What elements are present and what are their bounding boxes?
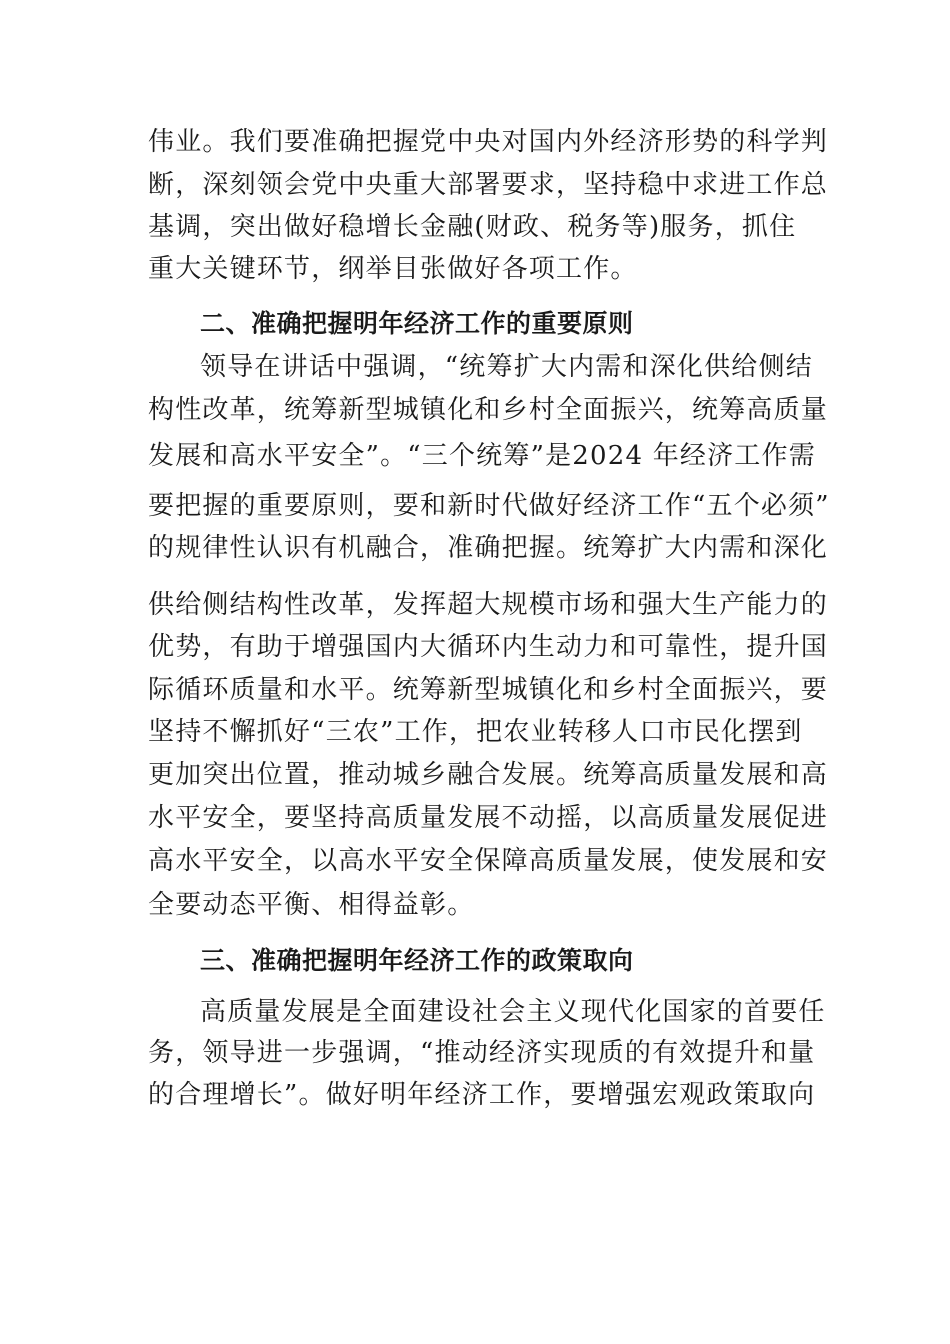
paragraph-1-line-1: 伟业。我们要准确把握党中央对国内外经济形势的科学判 [148, 127, 829, 157]
paragraph-2-line-8: 际循环质量和水平。统筹新型城镇化和乡村全面振兴，要 [148, 675, 829, 705]
paragraph-1-line-2: 断，深刻领会党中央重大部署要求，坚持稳中求进工作总 [148, 170, 829, 200]
paragraph-2-line-4: 要把握的重要原则，要和新时代做好经济工作“五个必须” [148, 491, 830, 521]
paragraph-2-line-2: 构性改革，统筹新型城镇化和乡村全面振兴，统筹高质量 [148, 395, 829, 425]
paragraph-2-line-5: 的规律性认识有机融合，准确把握。统筹扩大内需和深化 [148, 533, 829, 563]
paragraph-1-line-3: 基调，突出做好稳增长金融(财政、税务等)服务，抓住 [148, 212, 797, 242]
paragraph-2-line-7: 优势，有助于增强国内大循环内生动力和可靠性，提升国 [148, 632, 829, 662]
section-heading-3: 三、准确把握明年经济工作的政策取向 [200, 946, 634, 975]
paragraph-2-line-11: 水平安全，要坚持高质量发展不动摇，以高质量发展促进 [148, 803, 829, 833]
section-heading-2: 二、准确把握明年经济工作的重要原则 [200, 309, 634, 338]
paragraph-2-line-13: 全要动态平衡、相得益彰。 [148, 890, 475, 920]
paragraph-3-line-2: 务，领导进一步强调，“推动经济实现质的有效提升和量 [148, 1038, 816, 1068]
paragraph-3-line-1: 高质量发展是全面建设社会主义现代化国家的首要任 [200, 997, 826, 1027]
paragraph-2-line-3: 发展和高水平安全”。“三个统筹”是2024 年经济工作需 [148, 441, 816, 471]
paragraph-2-line-10: 更加突出位置，推动城乡融合发展。统筹高质量发展和高 [148, 760, 829, 790]
paragraph-3-line-3: 的合理增长”。做好明年经济工作，要增强宏观政策取向 [148, 1080, 816, 1110]
paragraph-2-line-12: 高水平安全，以高水平安全保障高质量发展，使发展和安 [148, 846, 829, 876]
paragraph-2-line-9: 坚持不懈抓好“三农”工作，把农业转移人口市民化摆到 [148, 717, 803, 747]
paragraph-1-line-4: 重大关键环节，纲举目张做好各项工作。 [148, 254, 638, 284]
paragraph-2-line-1: 领导在讲话中强调，“统筹扩大内需和深化供给侧结 [200, 352, 813, 382]
paragraph-2-line-6: 供给侧结构性改革，发挥超大规模市场和强大生产能力的 [148, 590, 829, 620]
